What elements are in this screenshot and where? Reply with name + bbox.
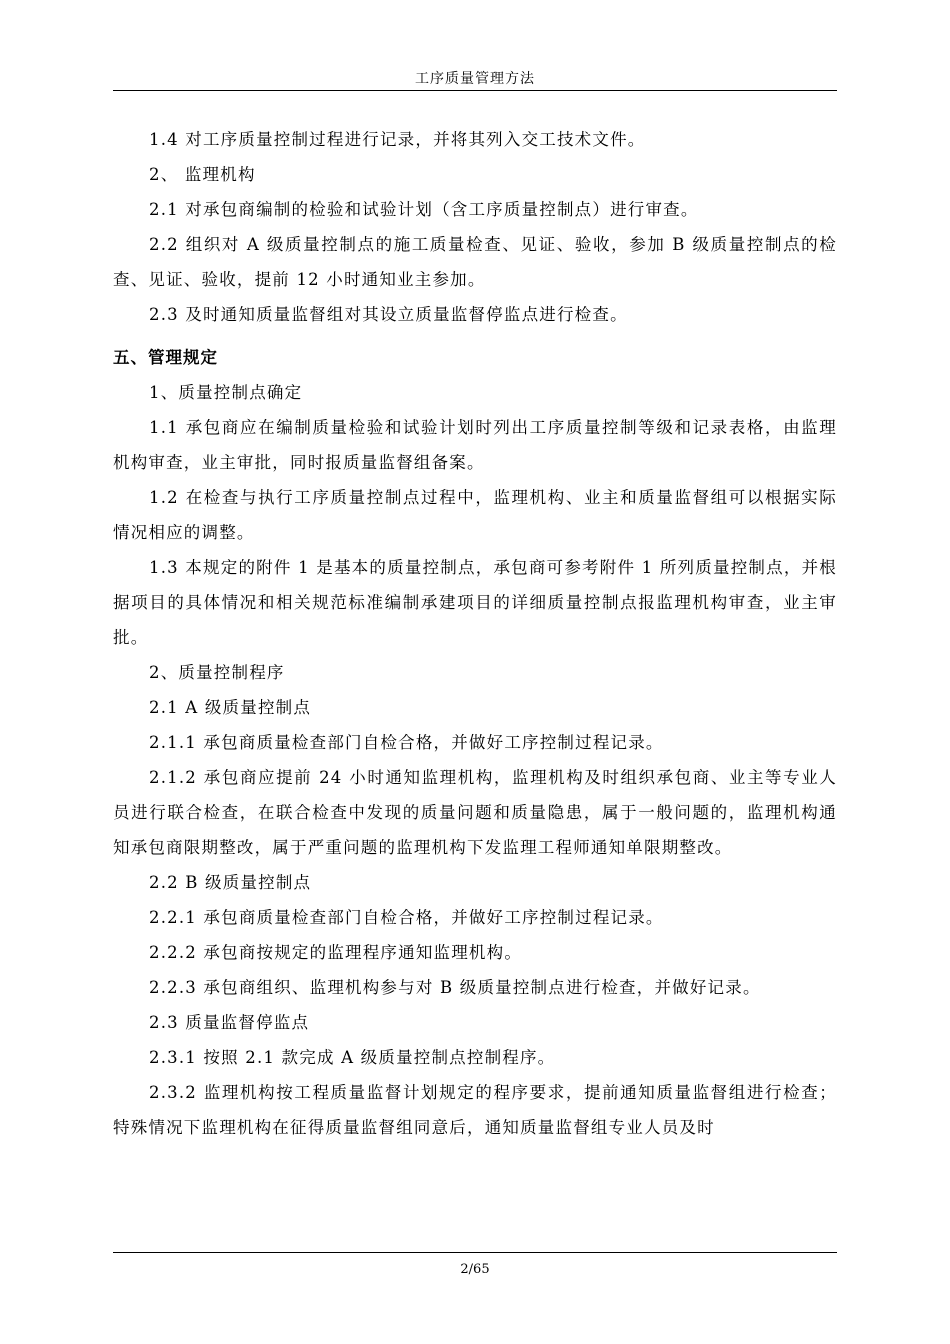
- paragraph-1-4: 1.4 对工序质量控制过程进行记录，并将其列入交工技术文件。: [149, 130, 646, 149]
- paragraph-s2-1-1: 2.1.1 承包商质量检查部门自检合格，并做好工序控制过程记录。: [149, 733, 664, 752]
- document-body: [113, 122, 837, 1145]
- page-number: 2/65: [460, 1262, 490, 1277]
- paragraph-s1-1: 1.1 承包商应在编制质量检验和试验计划时列出工序质量控制等级和记录表格，由监理机构审查，业主审批，同时报质量监督组备案。: [113, 418, 837, 472]
- paragraph-s2-2-1: 2.2.1 承包商质量检查部门自检合格，并做好工序控制过程记录。: [149, 908, 664, 927]
- paragraph-s2: 2、质量控制程序: [149, 663, 285, 682]
- paragraph-s1: 1、质量控制点确定: [149, 383, 303, 402]
- page-header-title: 工序质量管理方法: [415, 71, 535, 87]
- paragraph-s2-1: 2.1 A 级质量控制点: [149, 698, 312, 717]
- paragraph-s2-3-2: 2.3.2 监理机构按工程质量监督计划规定的程序要求，提前通知质量监督组进行检查；特殊情况下监理机构在征得质量监督组同意后，通知质量监督组专业人员及时: [113, 1083, 837, 1137]
- paragraph-s1-2: 1.2 在检查与执行工序质量控制点过程中，监理机构、业主和质量监督组可以根据实际情况相应的调整。: [113, 488, 837, 542]
- footer-divider: [113, 1252, 837, 1253]
- paragraph-2-2: 2.2 组织对 A 级质量控制点的施工质量检查、见证、验收，参加 B 级质量控制点的检查、见证、验收，提前 12 小时通知业主参加。: [113, 235, 837, 289]
- paragraph-2-supervision: 2、 监理机构: [149, 165, 256, 184]
- paragraph-2-3: 2.3 及时通知质量监督组对其设立质量监督停监点进行检查。: [149, 305, 628, 324]
- paragraph-s2-1-2: 2.1.2 承包商应提前 24 小时通知监理机构，监理机构及时组织承包商、业主等专业人员进行联合检查，在联合检查中发现的质量问题和质量隐患，属于一般问题的，监理机构通知承包商限期整改，属于严重问题的监理机构下发监理工程师通知单限期整改。: [113, 768, 837, 857]
- paragraph-s1-3: 1.3 本规定的附件 1 是基本的质量控制点，承包商可参考附件 1 所列质量控制点，并根据项目的具体情况和相关规范标准编制承建项目的详细质量控制点报监理机构审查，业主审批。: [113, 558, 837, 647]
- paragraph-s2-2: 2.2 B 级质量控制点: [149, 873, 312, 892]
- header-divider: [113, 90, 837, 91]
- paragraph-s2-3: 2.3 质量监督停监点: [149, 1013, 310, 1032]
- section-heading: 五、管理规定: [113, 348, 218, 367]
- paragraph-s2-2-2: 2.2.2 承包商按规定的监理程序通知监理机构。: [149, 943, 523, 962]
- paragraph-s2-2-3: 2.2.3 承包商组织、监理机构参与对 B 级质量控制点进行检查，并做好记录。: [149, 978, 761, 997]
- paragraph-2-1: 2.1 对承包商编制的检验和试验计划（含工序质量控制点）进行审查。: [149, 200, 699, 219]
- paragraph-s2-3-1: 2.3.1 按照 2.1 款完成 A 级质量控制点控制程序。: [149, 1048, 556, 1067]
